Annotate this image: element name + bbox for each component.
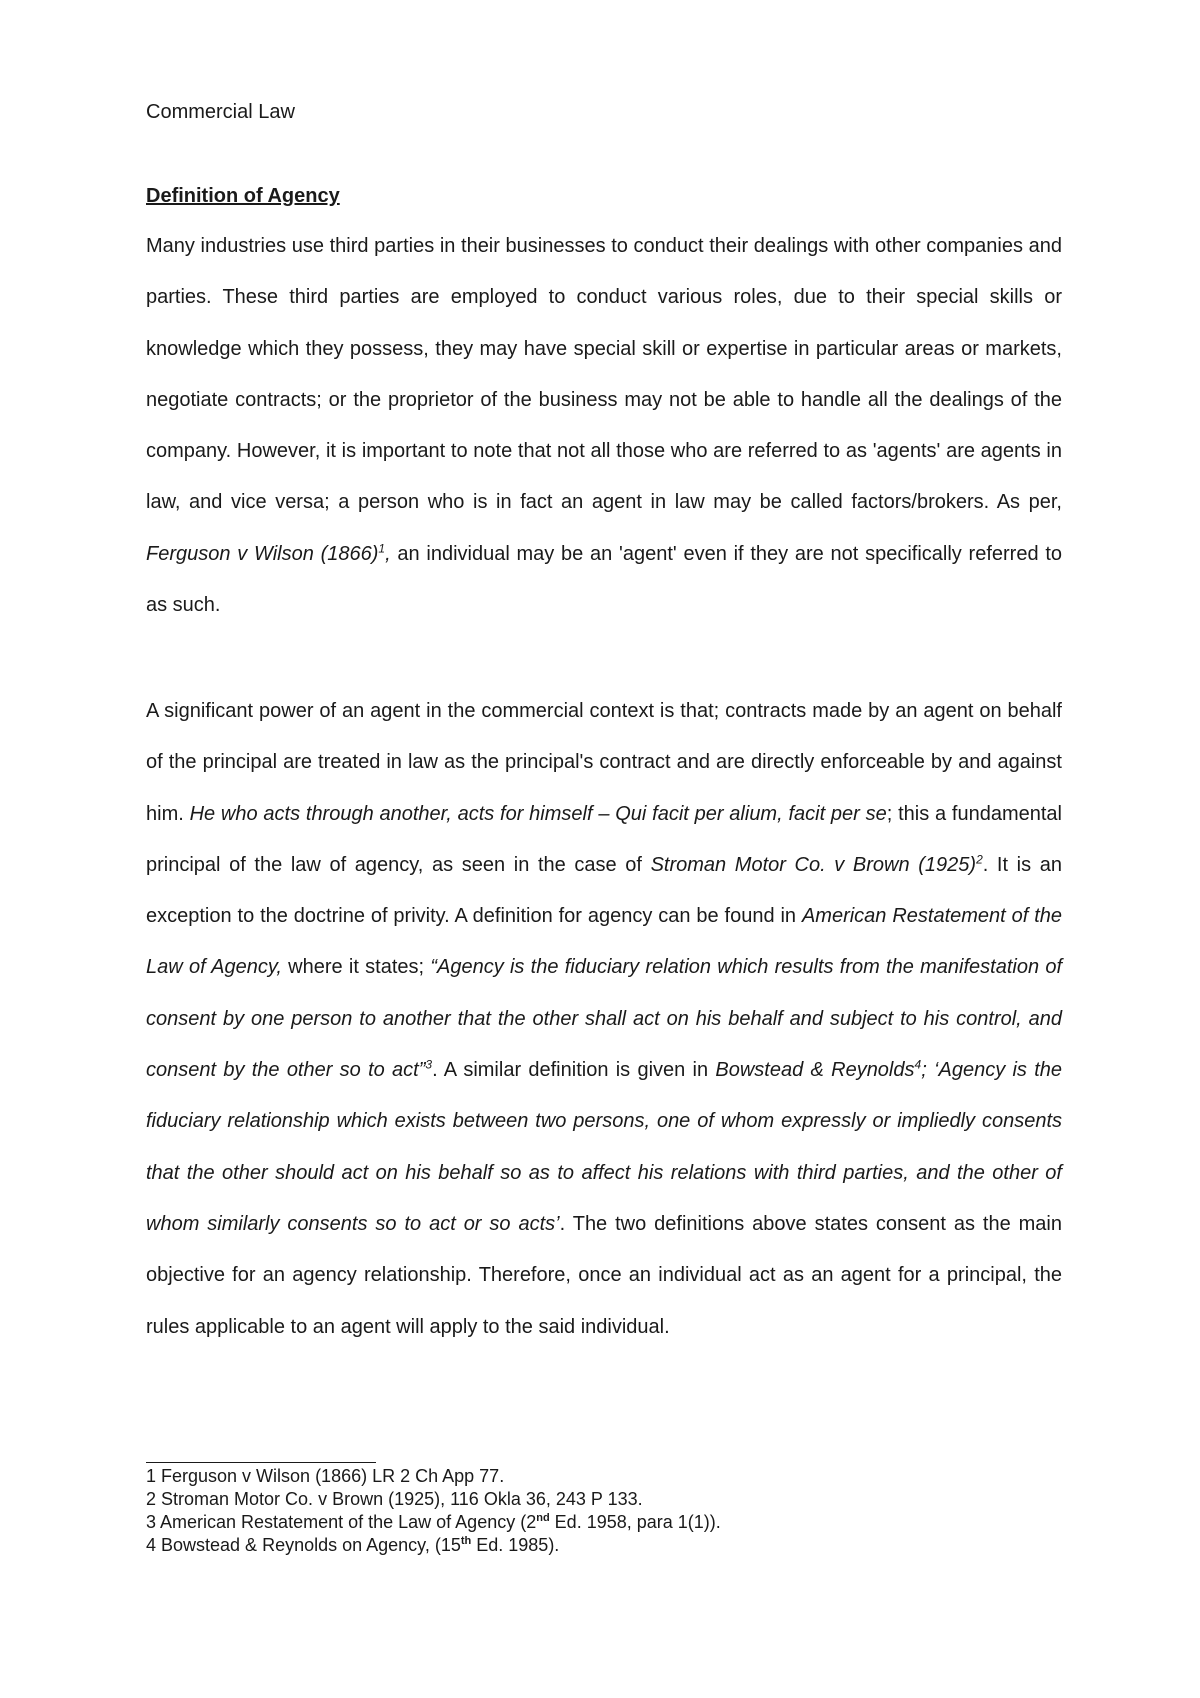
- footnote-3-ordinal: nd: [536, 1512, 550, 1524]
- footnote-ref-4: 4: [914, 1057, 922, 1072]
- p2-text-6: . The two definitions above states consent as the main objective for an agency relationship. Therefore, once an individual act as an agent for a principal, the rules applicable to an agent will apply to the said individual.: [146, 1212, 1062, 1338]
- footnote-4-text-b: Ed. 1985).: [471, 1535, 560, 1555]
- footnote-4: [146, 1534, 1062, 1557]
- footnote-2: 2 Stroman Motor Co. v Brown (1925), 116 Okla 36, 243 P 133.: [146, 1489, 643, 1509]
- legal-maxim: He who acts through another, acts for himself – Qui facit per alium, facit per se: [189, 802, 887, 825]
- section-heading: Definition of Agency: [146, 185, 340, 207]
- paragraph-1: [146, 221, 1062, 631]
- case-citation-stroman: Stroman Motor Co. v Brown (1925): [650, 853, 977, 876]
- footnote-3-text-a: 3 American Restatement of the Law of Agency (2: [146, 1512, 537, 1532]
- bowstead-title: Bowstead & Reynolds: [715, 1059, 915, 1082]
- footnote-ref-2: 2: [976, 852, 983, 867]
- paragraph-2: [146, 686, 1062, 1353]
- restatement-title: American Restatement of the Law of Agency,: [146, 905, 1062, 979]
- p2-semicolon: ;: [921, 1059, 927, 1082]
- footnote-1: 1 Ferguson v Wilson (1866) LR 2 Ch App 77.: [146, 1466, 505, 1486]
- footnote-ref-1: 1: [378, 541, 386, 556]
- footnote-3-text-b: Ed. 1958, para 1(1)).: [549, 1512, 721, 1532]
- footnotes: [146, 1465, 1062, 1557]
- footnote-separator: [146, 1462, 376, 1463]
- p1-comma: ,: [385, 542, 391, 565]
- p2-text-2: ; this a fundamental principal of the law of agency, as seen in the case of: [146, 802, 1062, 876]
- p2-text-4: where it states;: [281, 956, 431, 979]
- p2-text-5: . A similar definition is given in: [432, 1059, 716, 1082]
- footnote-4-text-a: 4 Bowstead & Reynolds on Agency, (15: [146, 1535, 461, 1555]
- document-header: Commercial Law: [146, 101, 295, 123]
- footnote-3: [146, 1511, 1062, 1534]
- footnote-4-ordinal: th: [460, 1535, 472, 1547]
- definition-quote-2: ‘Agency is the fiduciary relationship which exists between two persons, one of whom expressly or impliedly consents that the other should act on his behalf so as to affect his relations with third parties, and the other of whom similarly consents so to act or so acts’: [146, 1059, 1063, 1235]
- definition-quote-1: “Agency is the fiduciary relation which results from the manifestation of consent by one person to another that the other shall act on his behalf and subject to his control, and consent by the other so to act”: [146, 956, 1062, 1082]
- p1-text-1: Many industries use third parties in their businesses to conduct their dealings with other companies and parties. These third parties are employed to conduct various roles, due to their special skills or knowledge which they possess, they may have special skill or expertise in particular areas or markets, negotiate contracts; or the proprietor of the business may not be able to handle all the dealings of the company. However, it is important to note that not all those who are referred to as 'agents' are agents in law, and vice versa; a person who is in fact an agent in law may be called factors/brokers. As per,: [146, 235, 1062, 514]
- p2-text-1: A significant power of an agent in the commercial context is that; contracts made by an agent on behalf of the principal are treated in law as the principal's contract and are directly enforceable by and against him.: [146, 700, 1062, 825]
- p2-text-3: . It is an exception to the doctrine of privity. A definition for agency can be found in: [146, 853, 1062, 928]
- footnote-ref-3: 3: [425, 1057, 433, 1072]
- p1-text-2: an individual may be an 'agent' even if they are not specifically referred to as such.: [146, 542, 1062, 617]
- case-citation-ferguson: Ferguson v Wilson (1866): [146, 542, 379, 565]
